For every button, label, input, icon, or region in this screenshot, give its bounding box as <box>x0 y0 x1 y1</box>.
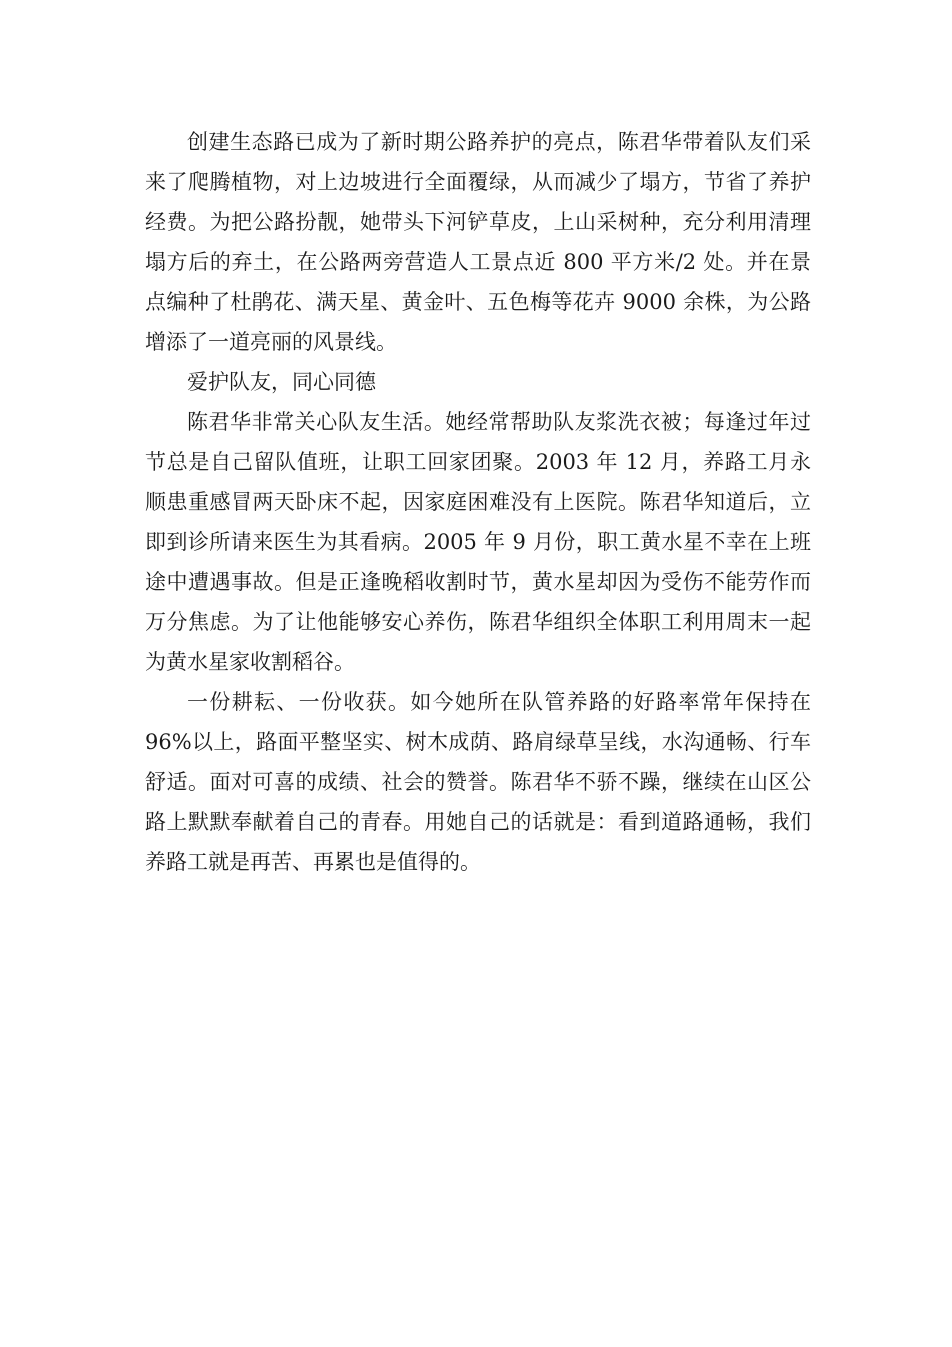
paragraph-harvest: 一份耕耘、一份收获。如今她所在队管养路的好路率常年保持在 96%以上，路面平整坚实、树木成荫、路肩绿草呈线，水沟通畅、行车舒适。面对可喜的成绩、社会的赞誉。陈君华不骄不躁，继续在山区公路上默默奉献着自己的青春。用她自己的话就是：看到道路通畅，我们养路工就是再苦、再累也是值得的。 <box>145 690 818 874</box>
paragraph-eco-road: 创建生态路已成为了新时期公路养护的亮点，陈君华带着队友们采来了爬腾植物，对上边坡进行全面覆绿，从而减少了塌方，节省了养护经费。为把公路扮靓，她带头下河铲草皮，上山采树种，充分利用清理塌方后的弃土，在公路两旁营造人工景点近 800 平方米/2 处。并在景点编种了杜鹃花、满天星、黄金叶、五色梅等花卉 9000 余株，为公路增添了一道亮丽的风景线。 <box>145 130 811 354</box>
section-heading: 爱护队友，同心同德 <box>187 370 376 394</box>
paragraph-care-teammates: 陈君华非常关心队友生活。她经常帮助队友浆洗衣被；每逢过年过节总是自己留队值班，让职工回家团聚。2003 年 12 月，养路工月永顺患重感冒两天卧床不起，因家庭困难没有上医院。陈君华知道后，立即到诊所请来医生为其看病。2005 年 9 月份，职工黄水星不幸在上班途中遭遇事故。但是正逢晚稻收割时节，黄水星却因为受伤不能劳作而万分焦虑。为了让他能够安心养伤，陈君华组织全体职工利用周末一起为黄水星家收割稻谷。 <box>145 410 811 674</box>
document-body <box>145 122 818 882</box>
